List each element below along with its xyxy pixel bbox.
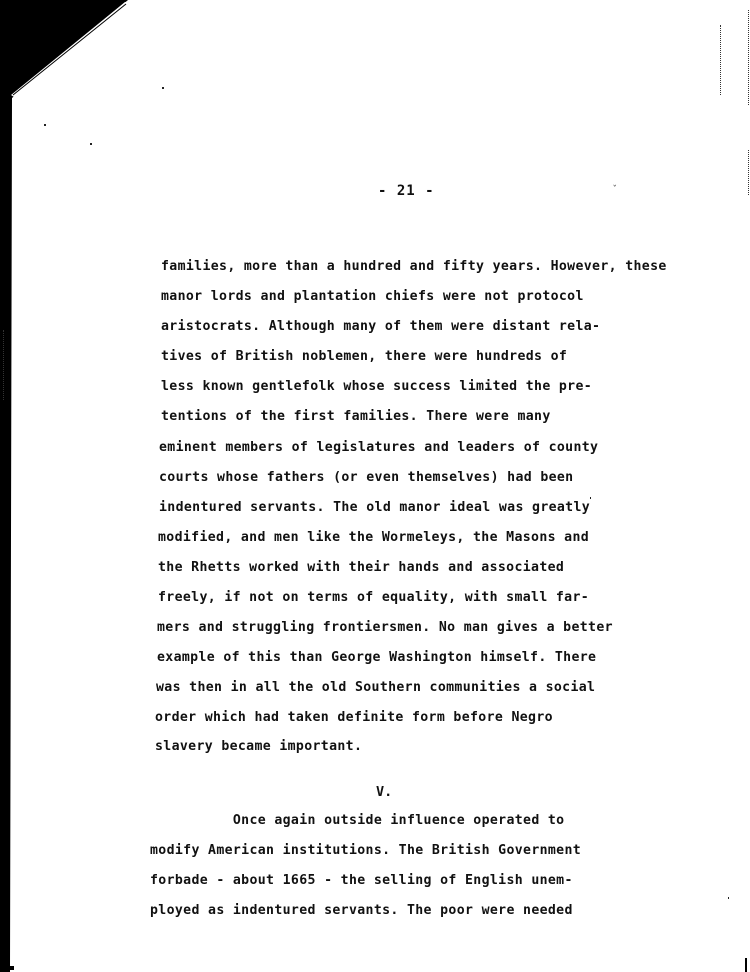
text-line: indentured servants. The old manor ideal was greatly bbox=[159, 500, 591, 515]
scan-edge-mark bbox=[0, 966, 14, 970]
text-line: forbade - about 1665 - the selling of English unem- bbox=[150, 873, 573, 888]
text-line: was then in all the old Southern communities a social bbox=[156, 680, 596, 695]
section-heading: V. bbox=[376, 784, 393, 800]
scan-edge-noise bbox=[720, 25, 722, 95]
text-line: tives of British noblemen, there were hundreds of bbox=[161, 349, 568, 364]
scan-speck bbox=[728, 897, 729, 899]
text-line: tentions of the first families. There were many bbox=[161, 409, 551, 424]
text-line: eminent members of legislatures and leaders of county bbox=[159, 440, 599, 455]
text-line: Once again outside influence operated to bbox=[150, 813, 565, 828]
page-number: - 21 - bbox=[378, 183, 435, 199]
text-line: families, more than a hundred and fifty years. However, these bbox=[161, 259, 667, 274]
text-line: mers and struggling frontiersmen. No man gives a better bbox=[157, 620, 613, 635]
text-line: modified, and men like the Wormeleys, the Masons and bbox=[158, 530, 590, 545]
scan-edge-strip bbox=[0, 95, 8, 330]
scan-edge-noise bbox=[3, 330, 5, 400]
scan-speck bbox=[44, 124, 46, 126]
text-line: aristocrats. Although many of them were distant rela- bbox=[161, 319, 601, 334]
text-line: less known gentlefolk whose success limited the pre- bbox=[161, 379, 593, 394]
text-line: freely, if not on terms of equality, with small far- bbox=[158, 590, 590, 605]
text-line: order which had taken definite form before Negro bbox=[155, 710, 553, 725]
text-line: ployed as indentured servants. The poor were needed bbox=[150, 903, 573, 918]
scan-edge-mark bbox=[745, 958, 747, 972]
scan-speck bbox=[90, 143, 92, 145]
text-line: the Rhetts worked with their hands and associated bbox=[158, 560, 565, 575]
text-line: modify American institutions. The British Government bbox=[150, 843, 582, 858]
scan-speck bbox=[162, 87, 164, 89]
text-line: example of this than George Washington himself. There bbox=[157, 650, 597, 665]
text-line: courts whose fathers (or even themselves) had been bbox=[159, 470, 574, 485]
stray-mark: ˇ bbox=[612, 185, 618, 195]
scan-speck bbox=[590, 497, 591, 499]
text-line: slavery became important. bbox=[155, 739, 363, 754]
text-line: manor lords and plantation chiefs were not protocol bbox=[161, 289, 584, 304]
